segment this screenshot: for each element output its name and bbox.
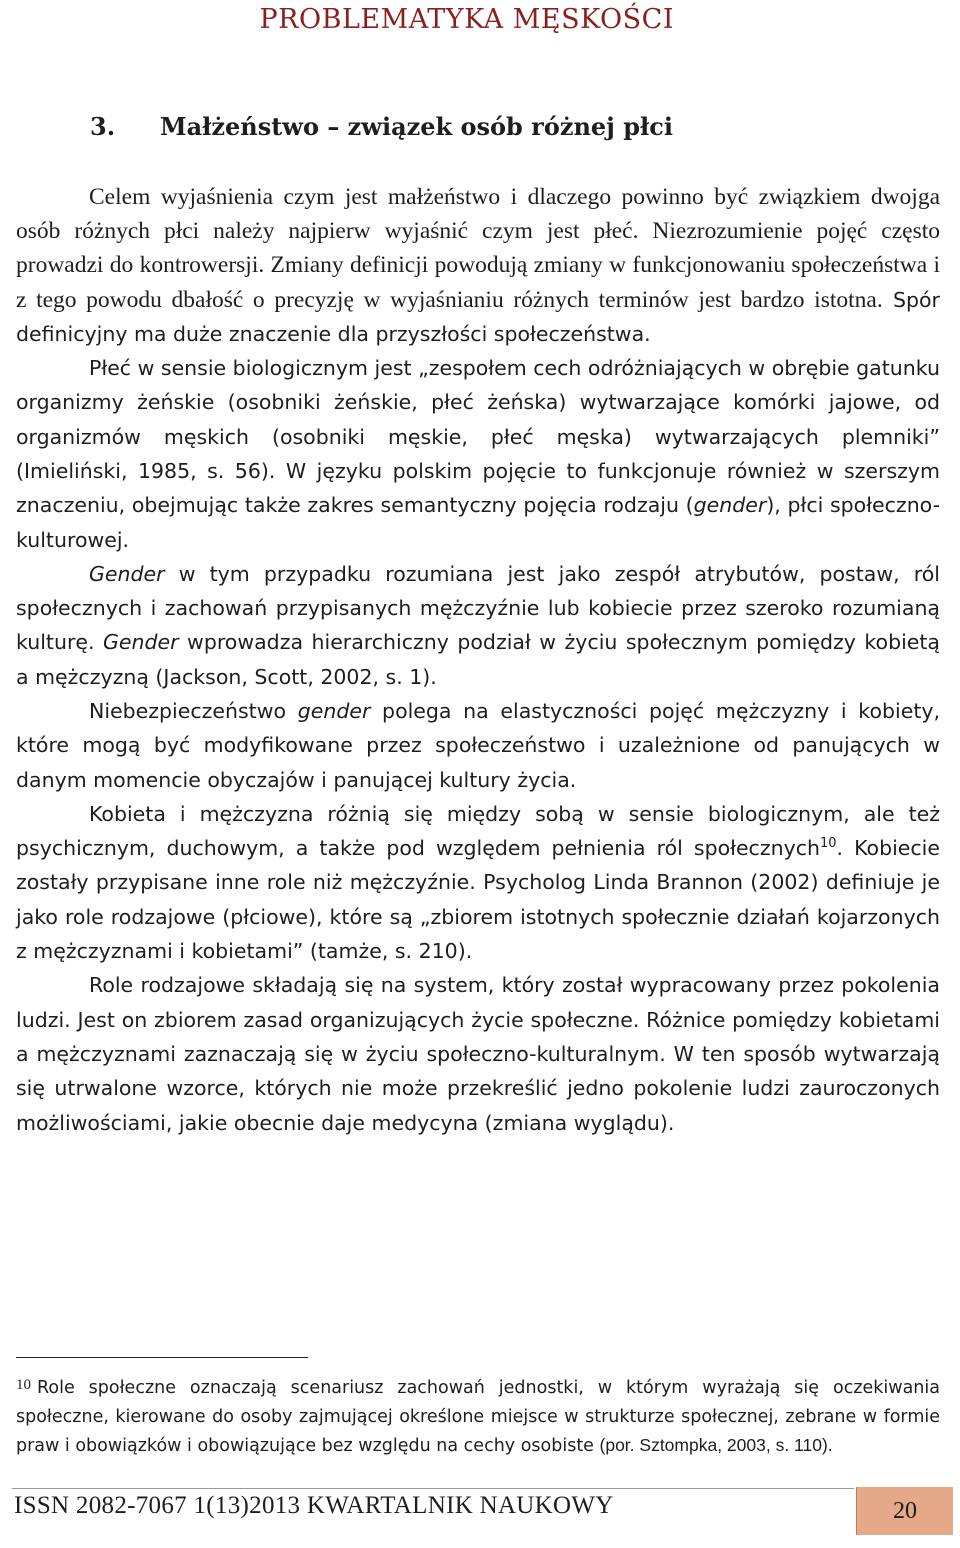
footnote-text: Role społeczne oznaczają scenariusz zachowań jednostki, w którym wyrażają się oczekiwania społeczne, kierowane do osoby zajmującej określone miejsce w strukturze społecznej, zebrane w formie praw i obowiązków i obowiązujące bez względu na cechy osobiste <box>16 1378 940 1457</box>
footnote <box>16 1371 940 1461</box>
paragraph-4 <box>16 694 940 797</box>
body-text <box>16 180 940 1140</box>
paragraph-1 <box>16 180 940 351</box>
running-header: PROBLEMATYKA MĘSKOŚCI <box>259 4 674 35</box>
footnote-citation: (por. Sztompka, 2003, s. 110). <box>599 1435 833 1456</box>
paragraph-1-closing: Spór definicyjny ma duże znaczenie dla przyszłości społeczeństwa. <box>16 287 940 346</box>
paragraph-5 <box>16 797 940 968</box>
paragraph-2-text: Płeć w sensie biologicznym jest „zespołem cech odróżniających w obrębie gatunku organizmy żeńskie (osobniki żeńskie, płeć żeńska) wytwarzające komórki jajowe, od organizmów męskich (osobniki męskie, płeć męska) wytwarzających plemniki” (Imieliński, 1985, s. 56). W języku polskim pojęcie to funkcjonuje również w szerszym znaczeniu, obejmując także zakres semantyczny pojęcia rodzaju ( <box>16 356 940 518</box>
paragraph-5-text-a: Kobieta i mężczyzna różnią się między sobą w sensie biologicznym, ale też psychicznym, duchowym, a także pod względem pełnienia ról społecznych <box>16 801 940 861</box>
term-gender: Gender <box>103 630 179 655</box>
paragraph-5-text-b: . Kobiecie zostały przypisane inne role niż mężczyźnie. Psycholog Linda Brannon (2002) definiuje je jako role rodzajowe (płciowe), które są „zbiorem istotnych społecznie działań kojarzonych z mężczyznami i kobietami” (tamże, s. 210). <box>16 836 940 964</box>
footnote-mark: 10 <box>16 1377 31 1393</box>
term-gender: gender <box>693 493 767 518</box>
term-gender: gender <box>297 698 371 723</box>
paragraph-3 <box>16 557 940 694</box>
page-number: 20 <box>893 1497 917 1524</box>
paragraph-6: Role rodzajowe składają się na system, który został wypracowany przez pokolenia ludzi. Jest on zbiorem zasad organizujących życie społeczne. Różnice pomiędzy kobietami a mężczyznami zaznaczają się w życiu społeczno-kulturalnym. W ten sposób wytwarzają się utrwalone wzorce, których nie może przekreślić jedno pokolenie ludzi zauroczonych możliwościami, jakie obecnie daje medycyna (zmiana wyglądu). <box>16 973 940 1135</box>
section-title: Małżeństwo – związek osób różnej płci <box>160 112 673 141</box>
paragraph-4-text-b: polega na elastyczności pojęć mężczyzny i kobiety, które mogą być modyfikowane przez społeczeństwo i uzależnione od panujących w danym momencie obyczajów i panującej kultury życia. <box>16 698 941 792</box>
term-gender: Gender <box>89 561 165 586</box>
paragraph-3-text-a: w tym przypadku rozumiana jest jako zespół atrybutów, postaw, ról społecznych i zachowań przypisanych mężczyźnie lub kobiecie przez szeroko rozumianą kulturę. <box>16 561 940 655</box>
paragraph-2-end: ), płci społeczno-kulturowej. <box>16 493 941 552</box>
footnote-reference[interactable]: 10 <box>819 836 837 852</box>
paragraph-2 <box>16 351 940 557</box>
footer-divider <box>12 1488 854 1489</box>
section-number: 3. <box>90 112 116 141</box>
paragraph-3-text-b: wprowadza hierarchiczny podział w życiu społecznym pomiędzy kobietą a mężczyzną (Jackson, Scott, 2002, s. 1). <box>16 630 940 689</box>
paragraph-1-text: Celem wyjaśnienia czym jest małżeństwo i dlaczego powinno być związkiem dwojga osób różnych płci należy najpierw wyjaśnić czym jest płeć. Niezrozumienie pojęć często prowadzi do kontrowersji. Zmiany definicji powodują zmiany w funkcjonowaniu społeczeństwa i z tego powodu dbałość o precyzję w wyjaśnianiu różnych terminów jest bardzo istotna. <box>16 184 940 313</box>
footnote-divider <box>16 1357 308 1358</box>
footer-journal: ISSN 2082-7067 1(13)2013 KWARTALNIK NAUKOWY <box>14 1492 614 1519</box>
section-heading <box>90 112 673 141</box>
paragraph-4-text-a: Niebezpieczeństwo <box>89 698 298 723</box>
page-number-box <box>856 1487 953 1535</box>
sans-section <box>16 351 940 1140</box>
